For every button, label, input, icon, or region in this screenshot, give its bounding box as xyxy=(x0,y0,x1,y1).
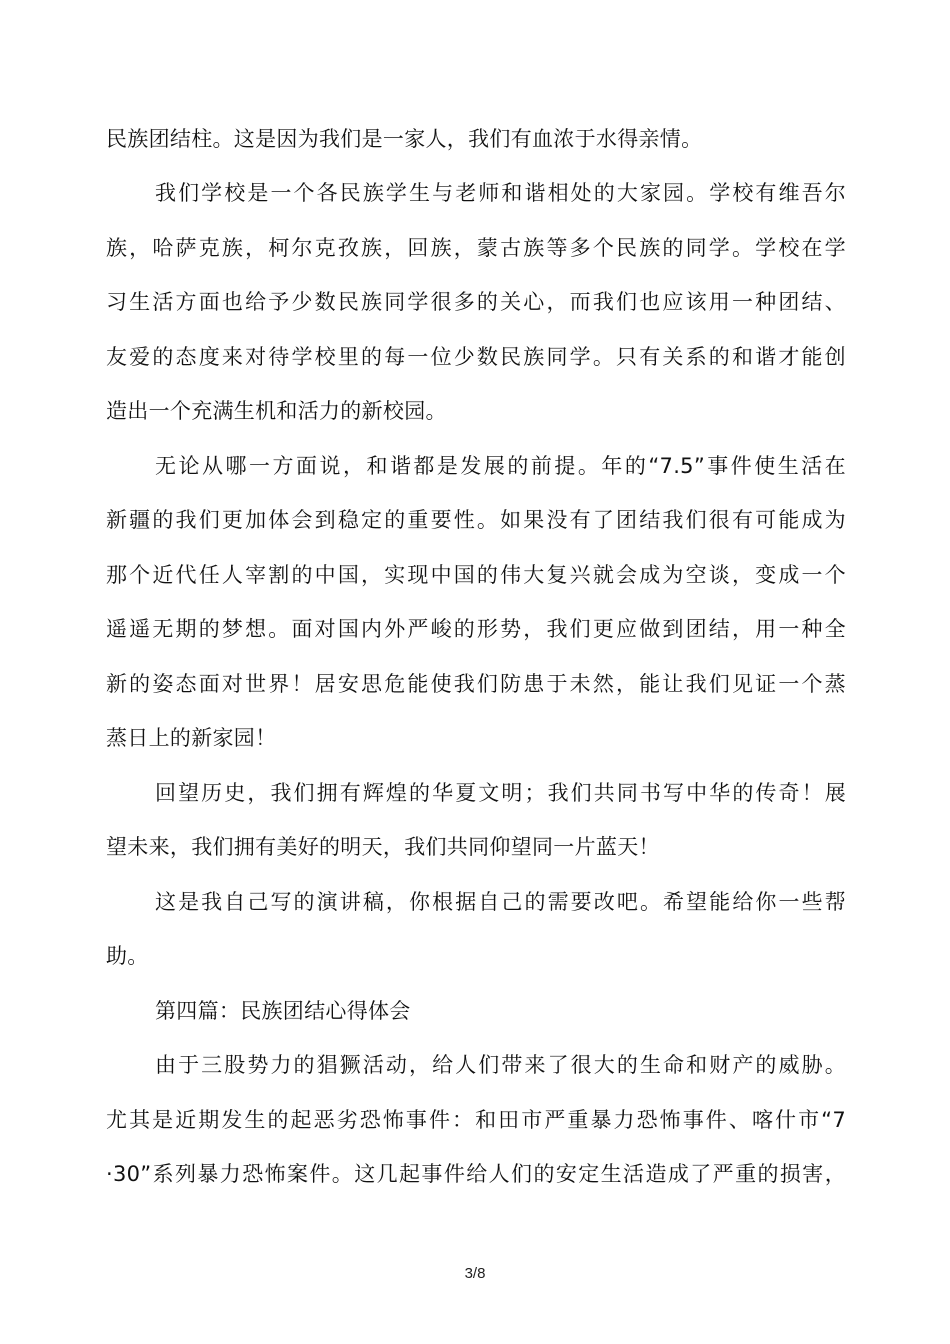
text-line: 助。 xyxy=(106,944,149,968)
text-line: 遥遥无期的梦想。面对国内外严峻的形势，我们更应做到团结，用一种全 xyxy=(106,617,846,641)
text-line: ·30”系列暴力恐怖案件。这几起事件给人们的安定生活造成了严重的损害， xyxy=(106,1162,846,1186)
text-line: 那个近代任人宰割的中国，实现中国的伟大复兴就会成为空谈，变成一个 xyxy=(106,563,846,587)
text-line: 民族团结柱。这是因为我们是一家人，我们有血浓于水得亲情。 xyxy=(106,127,703,151)
text-line: 尤其是近期发生的起恶劣恐怖事件：和田市严重暴力恐怖事件、喀什市“7 xyxy=(106,1108,846,1132)
text-line: 我们学校是一个各民族学生与老师和谐相处的大家园。学校有维吾尔 xyxy=(155,181,846,205)
text-line: 新的姿态面对世界！居安思危能使我们防患于未然，能让我们见证一个蒸 xyxy=(106,672,846,696)
text-line: 蒸日上的新家园！ xyxy=(106,726,277,750)
text-line: 造出一个充满生机和活力的新校园。 xyxy=(106,399,447,423)
page-number: 3/8 xyxy=(464,1265,486,1282)
text-line: 无论从哪一方面说，和谐都是发展的前提。年的“7.5”事件使生活在 xyxy=(155,454,846,478)
text-line: 由于三股势力的猖獗活动，给人们带来了很大的生命和财产的威胁。 xyxy=(155,1053,846,1077)
text-line: 新疆的我们更加体会到稳定的重要性。如果没有了团结我们很有可能成为 xyxy=(106,508,846,532)
section-heading: 第四篇：民族团结心得体会 xyxy=(155,999,411,1023)
text-line: 望未来，我们拥有美好的明天，我们共同仰望同一片蓝天！ xyxy=(106,835,660,859)
text-line: 这是我自己写的演讲稿，你根据自己的需要改吧。希望能给你一些帮 xyxy=(155,890,846,914)
text-line: 友爱的态度来对待学校里的每一位少数民族同学。只有关系的和谐才能创 xyxy=(106,345,846,369)
text-line: 习生活方面也给予少数民族同学很多的关心，而我们也应该用一种团结、 xyxy=(106,290,846,314)
text-line: 回望历史，我们拥有辉煌的华夏文明；我们共同书写中华的传奇！展 xyxy=(155,781,846,805)
text-line: 族，哈萨克族，柯尔克孜族，回族，蒙古族等多个民族的同学。学校在学 xyxy=(106,236,846,260)
